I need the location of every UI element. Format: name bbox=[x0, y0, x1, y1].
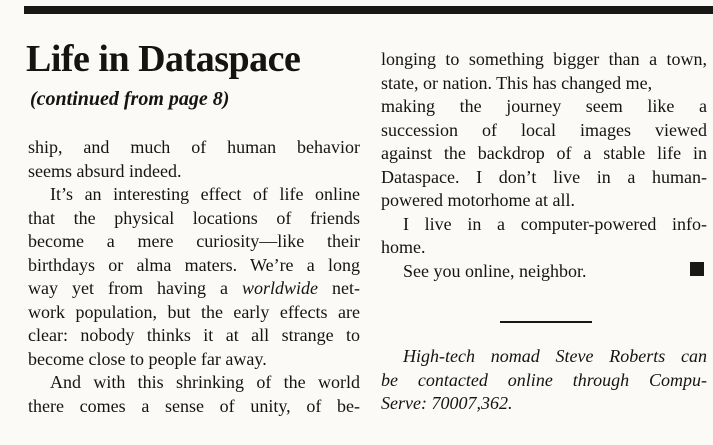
text-line: ship, and much of human behavior bbox=[28, 137, 360, 157]
text-line: become a mere curiosity—like their bbox=[28, 231, 360, 251]
text-line: It’s an interesting effect of life online bbox=[50, 184, 360, 204]
section-divider bbox=[500, 321, 592, 323]
emphasis-worldwide: worldwide bbox=[242, 278, 319, 298]
text-line: state, or nation. This has changed me, bbox=[381, 72, 653, 93]
text-line: clear: nobody thinks it at all strange to bbox=[28, 325, 360, 345]
left-column bbox=[28, 136, 360, 418]
author-bio bbox=[381, 345, 707, 416]
right-column bbox=[381, 48, 707, 283]
bio-line: be contacted online through Compu- bbox=[381, 369, 707, 390]
text-line: Dataspace. I don’t live in a human- bbox=[381, 166, 707, 187]
text-line: See you online, neighbor. bbox=[403, 260, 587, 281]
text-line: home. bbox=[381, 237, 426, 257]
text-line: making the journey seem like a bbox=[381, 96, 707, 116]
top-rule bbox=[24, 6, 713, 14]
text-line: powered motorhome at all. bbox=[381, 190, 575, 210]
text-line: longing to something bigger than a town, bbox=[381, 49, 707, 69]
continued-note: (continued from page 8) bbox=[30, 88, 230, 110]
article-title: Life in Dataspace bbox=[26, 38, 301, 80]
text-line: work population, but the early effects are bbox=[28, 301, 360, 322]
bio-line: High-tech nomad Steve Roberts can bbox=[403, 346, 707, 366]
text-line: And with this shrinking of the world bbox=[50, 372, 360, 392]
text-line: there comes a sense of unity, of be- bbox=[28, 395, 360, 416]
text-line: succession of local images viewed bbox=[381, 119, 707, 140]
bio-line: Serve: 70007,362. bbox=[381, 393, 513, 413]
text-line: against the backdrop of a stable life in bbox=[381, 143, 707, 163]
text-segment: way yet from having a bbox=[28, 278, 228, 298]
text-segment: net- bbox=[332, 278, 361, 298]
text-line: become close to people far away. bbox=[28, 348, 267, 369]
text-line-mixed bbox=[28, 277, 360, 301]
end-of-article-square-icon bbox=[690, 262, 704, 276]
text-line: seems absurd indeed. bbox=[28, 160, 182, 181]
text-line: that the physical locations of friends bbox=[28, 207, 360, 228]
text-line: I live in a computer-powered info- bbox=[403, 213, 707, 234]
text-line: birthdays or alma maters. We’re a long bbox=[28, 254, 360, 275]
